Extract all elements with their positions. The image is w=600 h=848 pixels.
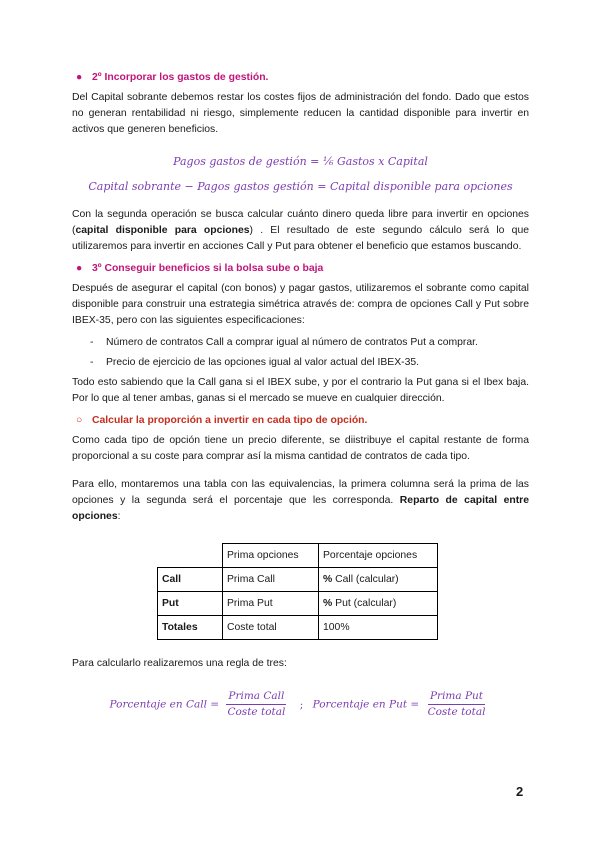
section-3-heading [72,261,529,277]
section-2-heading [72,70,529,86]
circle-bullet-icon: ○ [76,415,83,426]
table-row [158,616,438,640]
row-porcentaje [319,616,438,640]
subsection-paragraph-2 [72,477,529,525]
row-prima: Coste total [223,616,319,640]
formula-separator: ; [299,698,304,711]
section-3-paragraph-1: Después de asegurar el capital (con bonos) y pagar gastos, utilizaremos el sobrante como capital disponible para construir una estrategia simétrica através de: compra de opciones Call y Put sobre IBEX-35, pero con las siguientes especificaciones: [72,283,529,326]
section-2-heading-text: 2º Incorporar los gastos de gestión. [92,72,269,83]
para-text: ) . El resultado de este segundo cálculo será lo que utilizaremos para invertir en acciones Call y Put para obtener el beneficio que estamos buscando. [72,225,529,252]
page-number: 2 [516,784,524,799]
ratio-formulas [0,690,600,719]
table-corner-cell [158,544,223,568]
content-area [72,70,529,531]
list-item [72,335,529,351]
formula-available-capital: Capital sobrante − Pagos gastos gestión = Capital disponible para opciones [88,180,513,193]
section-2-paragraph-1: Del Capital sobrante debemos restar los costes fijos de administración del fondo. Dado que estos no generan rentabilidad ni riesgo, simplemente reducen la cantidad disponible para invertir en activos que generen beneficios. [72,92,529,135]
put-numerator: Prima Put [428,690,485,705]
percent-text: Put (calcular) [332,597,397,609]
para-bold-text: Reparto de capital entre opciones [72,495,529,522]
list-item-text: Número de contratos Call a comprar igual al número de contratos Put a comprar. [106,337,478,348]
section-3-paragraph-2: Todo esto sabiendo que la Call gana si el IBEX sube, y por el contrario la Put gana si el Ibex baja. Por lo que al tener ambas, ganas si el mercado se mueve en cualquier dirección. [72,377,529,404]
capital-distribution-table [157,543,438,640]
put-fraction [426,690,488,719]
table-header-prima: Prima opciones [223,544,319,568]
row-label: Totales [158,616,223,640]
section-2-paragraph-2 [72,207,529,255]
call-denominator: Coste total [227,706,286,718]
formula-management-fees: Pagos gastos de gestión = ⅙ Gastos x Capital [173,155,428,168]
rule-intro: Para calcularlo realizaremos una regla de tres: [72,658,287,669]
call-ratio-lhs: Porcentaje en Call = [109,698,220,711]
table-row [158,592,438,616]
percent-symbol: % [323,573,333,585]
subsection-paragraph-1: Como cada tipo de opción tiene un precio diferente, se diistribuye el capital restante de forma proporcional a su coste para comprar así la misma cantidad de contratos de cada tipo. [72,435,529,462]
row-label: Put [158,592,223,616]
subsection-heading-text: Calcular la proporción a invertir en cada tipo de opción. [92,415,368,426]
section-3-heading-text: 3º Conseguir beneficios si la bolsa sube o baja [92,263,324,274]
percent-text: Call (calcular) [332,573,399,585]
dash-icon: - [90,337,94,348]
row-label: Call [158,568,223,592]
table-row [158,568,438,592]
para-text: : [117,511,121,522]
para-bold-text: capital disponible para opciones [75,225,250,236]
table-header-porcentaje: Porcentaje opciones [319,544,438,568]
row-prima: Prima Call [223,568,319,592]
percent-symbol: % [323,597,333,609]
list-item-text: Precio de ejercicio de las opciones igual al valor actual del IBEX-35. [106,357,420,368]
bullet-icon: ● [76,263,83,274]
para-text: Con la segunda operación se busca calcular cuánto dinero queda libre para invertir en opciones ( [72,209,529,236]
put-ratio-lhs: Porcentaje en Put = [312,698,420,711]
row-porcentaje [319,568,438,592]
percent-text: 100% [323,621,350,633]
dash-icon: - [90,357,94,368]
bullet-icon: ● [76,72,83,83]
call-fraction [225,690,287,719]
call-numerator: Prima Call [226,690,286,705]
row-porcentaje [319,592,438,616]
subsection-heading [72,413,529,429]
para-text: Para ello, montaremos una tabla con las equivalencias, la primera columna será la prima de las opciones y la segunda será el porcentaje que les corresponda. [72,479,529,506]
list-item [72,355,529,371]
put-denominator: Coste total [427,706,486,718]
table-header-row [158,544,438,568]
row-prima: Prima Put [223,592,319,616]
